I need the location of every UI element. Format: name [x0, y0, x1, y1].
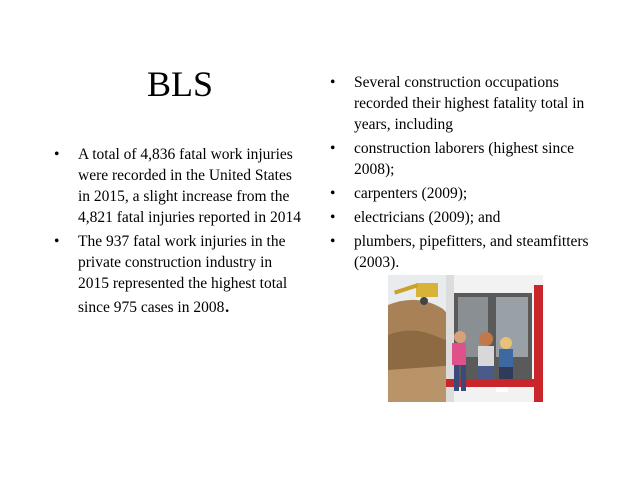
left-bullet-text: A total of 4,836 fatal work injuries were recorded in the United States in 2015, a slight increase from the 4,821 fatal injuries reported in 2014	[78, 146, 301, 226]
bullet-period: .	[224, 292, 230, 317]
right-bullet-item	[330, 183, 592, 204]
bullet-icon: •	[330, 209, 336, 226]
bullet-icon: •	[54, 233, 60, 250]
right-bullet-text: construction laborers (highest since 2008);	[354, 140, 574, 178]
right-bullet-item	[330, 231, 592, 273]
bullet-icon: •	[330, 74, 336, 91]
bullet-icon: •	[330, 185, 336, 202]
right-bullet-list	[330, 72, 592, 276]
photo-illustration	[388, 275, 543, 402]
right-bullet-text: carpenters (2009);	[354, 185, 468, 202]
slide-title: BLS	[146, 64, 214, 104]
left-bullet-text: The 937 fatal work injuries in the private construction industry in 2015 represented the highest total since 975 cases in 2008	[78, 233, 288, 316]
left-bullet-item	[54, 231, 306, 318]
construction-accident-photo	[388, 275, 543, 402]
left-bullet-item	[54, 144, 306, 228]
bullet-icon: •	[330, 233, 336, 250]
right-bullet-text: Several construction occupations recorded their highest fatality total in years, including	[354, 74, 585, 133]
right-bullet-item	[330, 72, 592, 135]
right-bullet-item	[330, 138, 592, 180]
right-bullet-text: electricians (2009); and	[354, 209, 501, 226]
left-bullet-list	[54, 144, 306, 321]
right-bullet-text: plumbers, pipefitters, and steamfitters (2003).	[354, 233, 589, 271]
right-bullet-item	[330, 207, 592, 228]
bullet-icon: •	[330, 140, 336, 157]
bullet-icon: •	[54, 146, 60, 163]
